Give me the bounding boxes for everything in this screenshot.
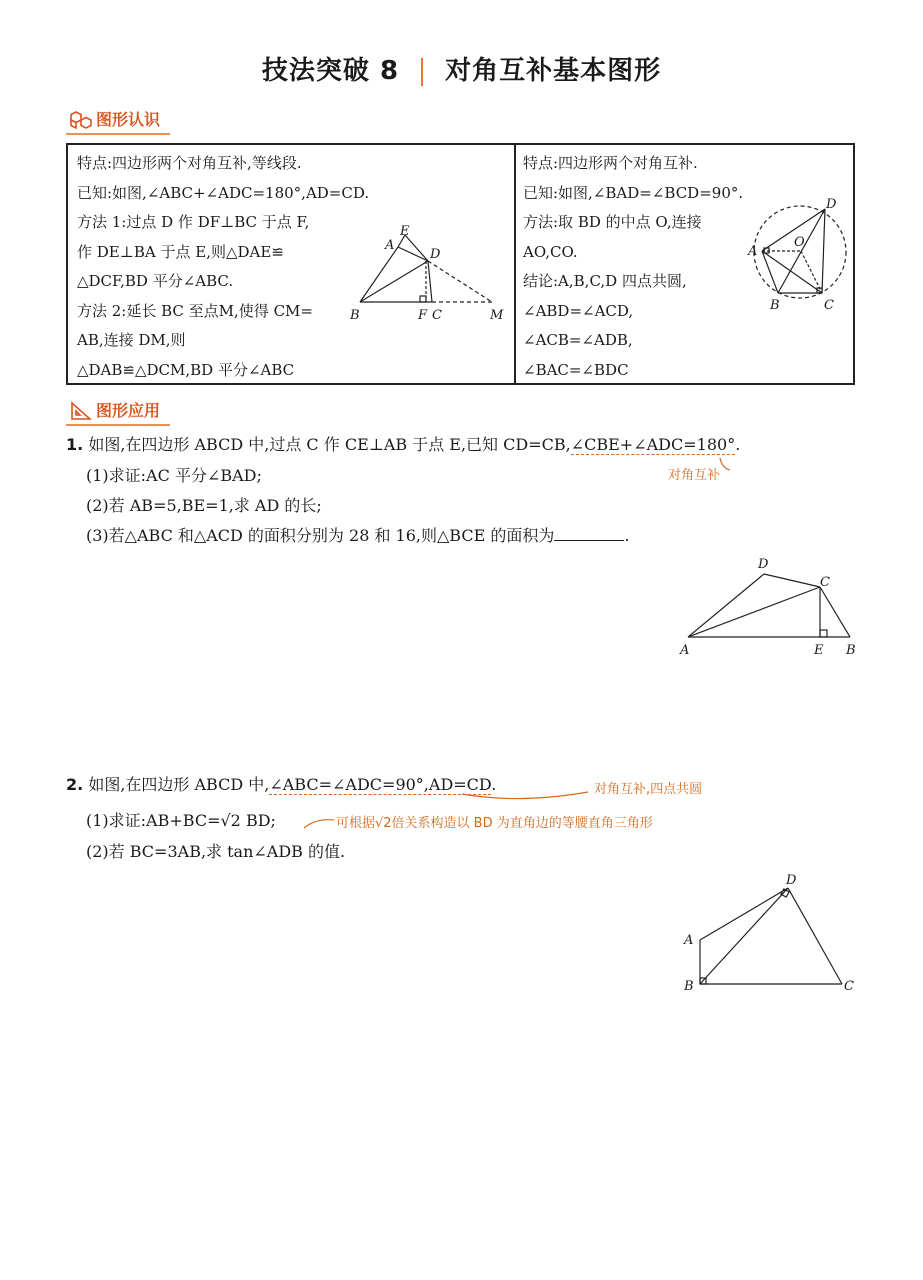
- left-figure: [350, 225, 510, 325]
- table-divider: [514, 145, 516, 383]
- problem2-part2: (2)若 BC=3AB,求 tan∠ADB 的值.: [86, 842, 346, 861]
- label-E: E: [814, 643, 824, 658]
- right-cell-text: [523, 149, 743, 385]
- label-D: D: [826, 197, 837, 212]
- problem1-part1: (1)求证:AC 平分∠BAD;: [86, 466, 262, 485]
- problem1-stem-underlined: ∠CBE+∠ADC=180°: [570, 435, 736, 454]
- problem2-note1: 对角互补,四点共圆: [594, 782, 703, 797]
- page-title: [0, 50, 923, 87]
- title-divider: [421, 58, 423, 86]
- problem1-stem-end: .: [735, 435, 741, 454]
- left-line: 方法 1:过点 D 作 DF⊥BC 于点 F,: [77, 213, 310, 231]
- problem2-figure: [676, 866, 866, 1000]
- label-C: C: [820, 575, 830, 590]
- problem1-stem: [66, 430, 740, 460]
- label-A: A: [680, 643, 690, 658]
- label-B: B: [846, 643, 856, 658]
- label-D: D: [786, 873, 797, 888]
- problem1-part2: (2)若 AB=5,BE=1,求 AD 的长;: [86, 496, 322, 515]
- section2-label: 图形应用: [96, 401, 161, 420]
- right-line: 结论:A,B,C,D 四点共圆,: [523, 272, 687, 290]
- label-A: A: [385, 238, 395, 253]
- label-B: B: [684, 979, 694, 994]
- answer-blank[interactable]: [554, 522, 624, 541]
- label-B: B: [770, 298, 780, 313]
- problem2-part1: (1)求证:AB+BC=√2 BD;: [86, 811, 276, 830]
- title-right: 对角互补基本图形: [445, 56, 662, 86]
- problem2-note1-arrow: [460, 790, 600, 804]
- label-D: D: [430, 247, 441, 262]
- label-F: F: [418, 308, 428, 323]
- problem2-stem-text: 如图,在四边形 ABCD 中,: [88, 775, 270, 794]
- label-D: D: [758, 557, 769, 572]
- problem1-note: 对角互补: [668, 468, 721, 483]
- problem1-number: 1.: [66, 435, 84, 454]
- right-line: 已知:如图,∠BAD=∠BCD=90°.: [523, 183, 744, 202]
- right-line: 特点:四边形两个对角互补.: [523, 154, 698, 172]
- section1-label: 图形认识: [96, 110, 161, 129]
- right-figure: [740, 195, 852, 321]
- figure-table: [66, 143, 855, 385]
- right-line: ∠ACB=∠ADB,: [523, 331, 633, 349]
- problem2-note2-arrow: [302, 812, 338, 832]
- right-line: 方法:取 BD 的中点 O,连接: [523, 213, 702, 231]
- left-line: 作 DE⊥BA 于点 E,则△DAE≌: [77, 242, 284, 261]
- problem2-stem-underlined: ∠ABC=∠ADC=90°,AD=CD: [269, 775, 492, 794]
- right-line: ∠ABD=∠ACD,: [523, 301, 634, 320]
- problem1-part3-text: (3)若△ABC 和△ACD 的面积分别为 28 和 16,则△BCE 的面积为: [86, 526, 555, 545]
- problem1-figure: [672, 552, 872, 662]
- problem2-note2: 可根据√2倍关系构造以 BD 为直角边的等腰直角三角形: [336, 816, 653, 831]
- problem2-stem: [66, 770, 496, 800]
- left-line: 特点:四边形两个对角互补,等线段.: [77, 154, 302, 172]
- problem2-stem-end: .: [491, 775, 497, 794]
- ruler-triangle-icon: [70, 401, 92, 421]
- problem1-stem-text: 如图,在四边形 ABCD 中,过点 C 作 CE⊥AB 于点 E,已知 CD=CB,: [88, 435, 571, 454]
- left-line: 方法 2:延长 BC 至点M,使得 CM=: [77, 301, 313, 320]
- left-cell-text: [77, 149, 369, 385]
- section-tag-figure-recognition: [66, 107, 170, 135]
- cubes-icon: [70, 110, 92, 130]
- problem2-number: 2.: [66, 775, 84, 794]
- label-O: O: [794, 235, 805, 250]
- label-A: A: [684, 933, 694, 948]
- right-line: AO,CO.: [523, 242, 578, 261]
- section-tag-figure-application: [66, 398, 170, 426]
- left-line: 已知:如图,∠ABC+∠ADC=180°,AD=CD.: [77, 183, 370, 202]
- problem1-part3: [86, 521, 629, 551]
- left-line: AB,连接 DM,则: [77, 331, 186, 349]
- label-B: B: [350, 308, 360, 323]
- problem1-part3-end: .: [624, 526, 630, 545]
- label-C: C: [432, 308, 442, 323]
- right-line: ∠BAC=∠BDC: [523, 360, 629, 379]
- left-line: △DCF,BD 平分∠ABC.: [77, 272, 234, 290]
- label-A: A: [748, 244, 758, 259]
- label-C: C: [824, 298, 834, 313]
- title-left: 技法突破 8: [261, 56, 400, 86]
- label-M: M: [490, 308, 504, 323]
- left-line: △DAB≌△DCM,BD 平分∠ABC: [77, 360, 295, 379]
- label-C: C: [844, 979, 854, 994]
- label-E: E: [400, 225, 410, 239]
